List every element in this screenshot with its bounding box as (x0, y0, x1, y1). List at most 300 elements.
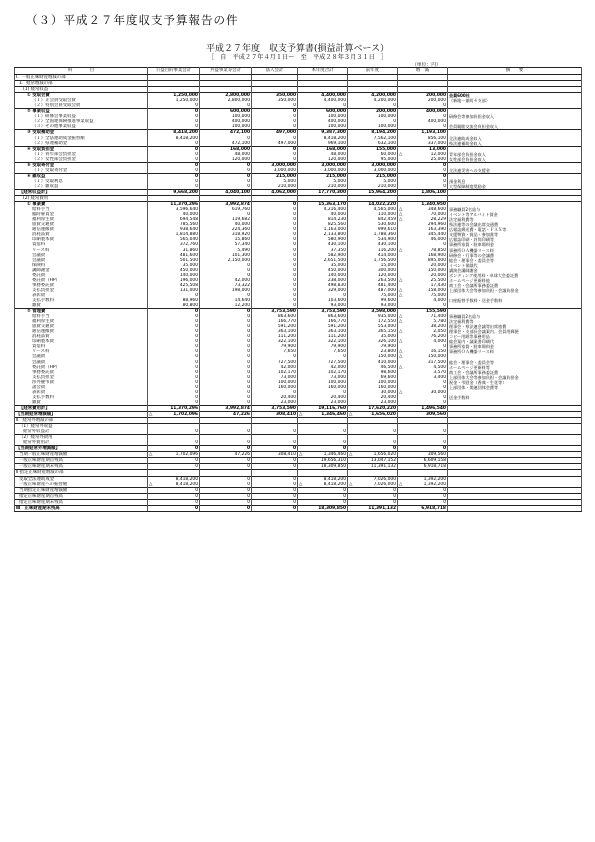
amount-value: 0 (247, 394, 250, 400)
amount-cell (298, 505, 348, 511)
amount-value: 410,000 (377, 359, 396, 365)
amount-value: 0 (247, 429, 250, 435)
amount-value: 0 (293, 282, 296, 288)
amount-value: 0 (195, 394, 198, 400)
amount-value: 0 (293, 297, 296, 303)
amount-value: 591,200 (327, 324, 346, 330)
amount-value: 210,000 (377, 183, 396, 189)
amount-cell (348, 505, 398, 511)
row-label: 表彰費 (15, 390, 148, 395)
amount-value: 309,560 (427, 452, 446, 458)
row-label: 【経常費用計】 (15, 405, 148, 411)
amount-value: 3,000,000 (373, 167, 396, 173)
amount-value: 0 (442, 446, 446, 452)
amount-value: 17,430 (430, 282, 446, 288)
amount-value: 158,000 (427, 287, 446, 293)
amount-value: 863,600 (277, 314, 296, 320)
amount-value: 0 (247, 354, 250, 360)
amount-value: 2,651,500 (323, 257, 346, 263)
amount-value: 1,756,500 (373, 257, 396, 263)
amount-value: 0 (293, 135, 296, 141)
amount-value: 322,100 (277, 339, 296, 345)
amount-value: 4,200,000 (373, 98, 396, 104)
amount-value: 1,496,540 (421, 405, 446, 411)
amount-value: 7,650 (283, 349, 296, 355)
amount-value: 534,900 (377, 237, 396, 243)
amount-value: 0 (195, 319, 198, 325)
amount-value: 99,600 (380, 297, 396, 303)
negative-marker: △ (399, 247, 403, 253)
amount-value: 0 (195, 339, 198, 345)
amount-value: 69,600 (380, 374, 396, 380)
row-label: 印刷製本費 (15, 339, 148, 344)
negative-marker: △ (349, 452, 353, 458)
amount-cell (398, 505, 448, 511)
amount-value: 0 (443, 344, 446, 350)
row-label: 印刷製本費 (15, 237, 148, 242)
amount-value: 160,000 (327, 384, 346, 390)
amount-value: 0 (194, 162, 198, 168)
remarks-cell: ホームページ更新料等 (448, 365, 582, 370)
amount-value: 7,650 (333, 349, 346, 355)
amount-value: 6,609,158 (423, 458, 446, 464)
amount-value: 0 (443, 384, 446, 390)
remarks-cell: イベント保険代 (448, 263, 582, 268)
amount-value: 0 (293, 247, 296, 253)
amount-value: 0 (292, 505, 296, 511)
amount-value: 40,000 (234, 222, 250, 228)
amount-value: 0 (343, 499, 346, 505)
remarks-cell: 大型保障制度奨励金 (448, 184, 582, 190)
amount-value: 0 (195, 151, 198, 157)
amount-value: 47,226 (233, 412, 250, 417)
amount-value: 100,000 (377, 114, 396, 120)
row-label: 会議費 (15, 360, 148, 365)
amount-value: 363,100 (327, 329, 346, 335)
amount-value: 317,500 (427, 359, 446, 365)
negative-marker: △ (349, 412, 353, 417)
amount-value: 425,508 (179, 282, 198, 288)
row-label: 一般正味財産への振替額 (15, 482, 148, 488)
amount-value: 0 (195, 292, 198, 298)
row-label: ④ 受取負担金 (15, 146, 148, 152)
amount-value: 0 (195, 399, 198, 405)
amount-value: 3,000,000 (323, 167, 346, 173)
amount-value: 0 (343, 389, 346, 395)
amount-value: 103,600 (327, 297, 346, 303)
amount-value: 497,000 (277, 140, 296, 146)
amount-value: 0 (247, 262, 250, 268)
amount-value: 372,760 (179, 242, 198, 248)
row-label: （２）全国連保険推進事業収益 (15, 119, 148, 124)
negative-marker: △ (399, 339, 403, 345)
amount-value: 198,000 (231, 287, 250, 293)
amount-value: 11,370,296 (170, 405, 198, 411)
row-label: （１）正会員受取会費 (15, 98, 148, 103)
amount-value: 3,992,874 (225, 202, 250, 208)
amount-value: 15,860 (234, 237, 250, 243)
amount-value: 472,100 (231, 140, 250, 146)
remarks-cell: 研修会・行事等の会議費 (448, 253, 582, 258)
row-label: 【経常収益計】 (15, 189, 148, 195)
amount-value: 80,800 (182, 303, 198, 309)
amount-value: 969,100 (327, 140, 346, 146)
amount-value: 553,000 (377, 324, 396, 330)
amount-value: 0 (195, 384, 198, 390)
amount-value: 0 (443, 399, 446, 405)
amount-value: 318,920 (231, 232, 250, 238)
amount-value: 450,000 (327, 267, 346, 273)
row-label: 表彰費 (15, 293, 148, 298)
amount-value: 9,387,300 (321, 130, 346, 136)
amount-value: 0 (247, 364, 250, 370)
row-label: 会議費 (15, 253, 148, 258)
amount-value: 5,000 (283, 178, 296, 184)
amount-value: 0 (293, 458, 296, 464)
row-label: 会議費 (15, 258, 148, 263)
amount-value: 0 (343, 493, 346, 499)
period-range: ［ 自 平成２７年４月１日～ 至 平成２８年３月３１日 ］ (207, 54, 388, 61)
row-label: 支払手数料 (15, 298, 148, 303)
amount-value: 0 (195, 440, 198, 446)
row-label: 【当期経常外増減額】 (15, 446, 148, 452)
amount-value: 1,392,200 (423, 481, 446, 487)
amount-value: 150,000 (427, 267, 446, 273)
remarks-cell: 講演会講師謝金 (448, 268, 582, 273)
amount-value: 0 (194, 309, 198, 315)
row-label: Ⅱ．経常外増減の部 (15, 418, 148, 424)
remarks-cell: 青年部会負担金収入 (448, 152, 582, 157)
remarks-cell: 女性部会負担金収入 (448, 157, 582, 163)
amount-value: 0 (393, 103, 396, 109)
amount-value: 0 (293, 440, 296, 446)
amount-value: 0 (194, 173, 198, 179)
amount-value: 0 (442, 173, 446, 179)
amount-value: 88,960 (182, 297, 198, 303)
amount-value: 481,600 (179, 252, 198, 258)
amount-value: 0 (195, 140, 198, 146)
remarks-cell: 会員600社 (448, 93, 582, 99)
amount-value: 1,346,460 (321, 412, 346, 417)
amount-value: 0 (195, 379, 198, 385)
amount-value: 100,000 (377, 124, 396, 130)
amount-value: 168,000 (326, 146, 346, 152)
amount-value: 23,000 (280, 399, 296, 405)
remarks-cell: 理事会・県法連会議等出席旅費 (448, 324, 582, 329)
amount-value: 0 (195, 183, 198, 189)
amount-value: 9,668,200 (173, 189, 198, 195)
amount-value: 15,000 (380, 262, 396, 268)
amount-value: 11,391,132 (370, 464, 396, 470)
remarks-cell: 事務所家賃・駐車場料金 (448, 344, 582, 349)
amount-value: 300,000 (377, 267, 396, 273)
amount-value: 8,418,200 (175, 135, 198, 141)
amount-value: 727,500 (277, 359, 296, 365)
negative-marker: △ (399, 481, 403, 487)
amount-value: 3,000,000 (371, 162, 396, 168)
amount-value: 472,100 (230, 130, 250, 136)
amount-value: 0 (246, 309, 250, 315)
row-label: (2) 経常費用 (15, 196, 148, 202)
amount-value: 0 (194, 446, 198, 452)
remarks-cell: 事務職員2名給与 (448, 314, 582, 319)
amount-value: 5,490 (237, 247, 250, 253)
amount-value: 0 (247, 183, 250, 189)
row-label: 給料手当 (15, 314, 148, 319)
amount-value: 0 (195, 124, 198, 130)
amount-value: 4,216,400 (323, 207, 346, 213)
amount-value: 168,900 (427, 252, 446, 258)
amount-value: 0 (247, 178, 250, 184)
amount-value: 4,400,000 (321, 93, 346, 99)
header-cell-mutual: 共益事業等会計 (200, 68, 252, 75)
amount-value: 0 (195, 389, 198, 395)
amount-value: 0 (293, 151, 296, 157)
amount-value: 0 (247, 379, 250, 385)
amount-value: 0 (247, 344, 250, 350)
row-label: Ⅰ．一般正味財産増減の部 (15, 75, 148, 81)
amount-value: 0 (247, 464, 250, 470)
row-label: リース料 (15, 349, 148, 354)
amount-value: 5,000 (333, 178, 346, 184)
amount-value: 48,000 (234, 151, 250, 157)
amount-value: 0 (293, 303, 296, 309)
amount-value: 0 (247, 458, 250, 464)
amount-value: 350,000 (276, 93, 296, 99)
amount-value: 111,200 (327, 334, 346, 340)
amount-value: 12,200 (234, 303, 250, 309)
amount-value: 4,500 (433, 364, 446, 370)
amount-value: 2,150,000 (227, 257, 250, 263)
amount-value: 294,960 (427, 222, 446, 228)
amount-cell (148, 505, 200, 511)
negative-marker: △ (149, 481, 153, 487)
row-label: ⑤ 受取寄付金 (15, 162, 148, 168)
remarks-cell: ホームページ更新料他 (448, 278, 582, 283)
remarks-cell: 事務職員2名給与 (448, 207, 582, 212)
amount-value: 0 (246, 505, 250, 511)
amount-value: 23,000 (330, 399, 346, 405)
amount-value: 501,500 (179, 257, 198, 263)
amount-value: 0 (195, 114, 198, 120)
amount-value: 11,370,296 (170, 202, 198, 208)
amount-value: 0 (247, 487, 250, 493)
amount-value: 210,000 (277, 183, 296, 189)
negative-marker: △ (399, 319, 403, 325)
amount-value: 8,418,200 (323, 476, 346, 482)
negative-marker: △ (399, 287, 403, 293)
amount-value: 3,992,874 (225, 405, 250, 411)
amount-value: 0 (247, 329, 250, 335)
amount-value: 632,100 (377, 140, 396, 146)
amount-value: 0 (443, 178, 446, 184)
amount-value: 0 (246, 162, 250, 168)
amount-value: 14,022,220 (368, 202, 396, 208)
remarks-cell: 事務所ＯＡ機器リース料 (448, 248, 582, 253)
row-label: （２）雑収益 (15, 184, 148, 190)
header-cell-subject: 科 目 (15, 68, 148, 75)
row-label: （２）女性部会負担金 (15, 157, 148, 163)
row-label: （１）研修会事業収益 (15, 114, 148, 119)
amount-value: 0 (195, 493, 198, 499)
amount-value: 1,193,100 (421, 130, 446, 136)
amount-value: 0 (195, 324, 198, 330)
remarks-cell: 広報誌郵送費・電話・ＦＡＸ等 (448, 227, 582, 232)
amount-value: 2,050 (433, 329, 446, 335)
amount-value: 1,656,020 (373, 452, 396, 458)
amount-value: 78,850 (430, 247, 446, 253)
amount-value: 0 (195, 487, 198, 493)
amount-value: 414,000 (377, 252, 396, 258)
amount-value: 3,753,590 (271, 309, 296, 315)
amount-value: 18,309,850 (320, 464, 346, 470)
amount-value: 0 (195, 334, 198, 340)
amount-value: 322,100 (327, 339, 346, 345)
amount-value: 46,500 (380, 364, 396, 370)
amount-value: 210,000 (327, 183, 346, 189)
row-label: 通信運搬費 (15, 329, 148, 334)
amount-value: 111,200 (277, 334, 296, 340)
amount-value: 37,350 (330, 247, 346, 253)
amount-value: 0 (293, 242, 296, 248)
amount-value: 863,600 (327, 314, 346, 320)
amount-value: 0 (393, 429, 396, 435)
amount-value: 0 (293, 292, 296, 298)
amount-value: 0 (247, 267, 250, 273)
amount-value: 0 (293, 207, 296, 213)
amount-value: 110,000 (377, 212, 396, 218)
remarks-cell: 支援物資・賞品・参加賞等 (448, 232, 582, 237)
remarks-cell: 研修会等参加負担金収入 (448, 114, 582, 119)
amount-value: 0 (247, 319, 250, 325)
row-label: ① 受取会費 (15, 93, 148, 99)
remarks-cell: 上部団体・関連団体会費等 (448, 385, 582, 390)
remarks-cell: 全法連助成金収入 (448, 136, 582, 141)
row-label: 臨時雇賃金 (15, 212, 148, 217)
amount-value: 0 (247, 349, 250, 355)
row-label: ① 事業費 (15, 202, 148, 208)
amount-value: 102,170 (327, 369, 346, 375)
amount-value: 163,390 (427, 227, 446, 233)
amount-value: 0 (195, 374, 198, 380)
amount-value: 100,000 (231, 124, 250, 130)
amount-value: 40,000 (182, 212, 198, 218)
amount-value: 215,000 (326, 173, 346, 179)
amount-value: 856,100 (427, 135, 446, 141)
amount-value: 3,596,640 (175, 207, 198, 213)
amount-value: 0 (293, 156, 296, 162)
amount-value: 4,200,000 (371, 93, 396, 99)
amount-value: 3,753,590 (271, 405, 296, 411)
amount-value: 825,560 (327, 222, 346, 228)
amount-value: 4,000 (433, 339, 446, 345)
amount-value: 20,000 (430, 262, 446, 268)
row-label: 賃借料 (15, 242, 148, 247)
amount-value: 11,391,132 (368, 505, 396, 511)
amount-value: 98,600 (380, 369, 396, 375)
negative-marker: △ (399, 364, 403, 370)
amount-value: 0 (443, 499, 446, 505)
amount-value: 785,560 (179, 222, 198, 228)
amount-value: 0 (293, 277, 296, 283)
remarks-cell: 広報誌印刷・封筒印刷等 (448, 237, 582, 242)
amount-value: 591,200 (277, 324, 296, 330)
row-label: 支払手数料 (15, 395, 148, 400)
amount-value: 727,500 (327, 359, 346, 365)
row-label: 当期一般正味財産増減額 (15, 452, 148, 458)
remarks-cell: 総会・理事会・委員会等 (448, 258, 582, 263)
amount-value: 0 (195, 369, 198, 375)
amount-value: 3,000,000 (271, 162, 296, 168)
amount-value: 935,000 (377, 314, 396, 320)
amount-value: 17,770,300 (318, 189, 346, 195)
row-label: (1) 経常収益 (15, 87, 148, 93)
remarks-cell: 預金利息 (448, 179, 582, 184)
row-label: ③ 受取補助金 (15, 130, 148, 136)
amount-value: 0 (393, 487, 396, 493)
amount-value: 79,900 (380, 344, 396, 350)
amount-value: 120,000 (327, 156, 346, 162)
amount-value: 4,062,000 (271, 189, 296, 195)
statement-title: 平成２７年度 収支予算書(損益計算ベース） (205, 44, 390, 54)
amount-value: 13,000 (429, 146, 446, 152)
amount-value: 35,000 (182, 262, 198, 268)
amount-value: 8,418,200 (173, 130, 198, 136)
row-label: （1）経常外収益 (15, 424, 148, 430)
amount-value: 694,548 (179, 217, 198, 223)
amount-value: 0 (195, 314, 198, 320)
header-cell-total: 本年度合計 (298, 68, 348, 75)
amount-value: 0 (195, 119, 198, 125)
row-label: 支払負担金 (15, 288, 148, 293)
amount-value: 75,000 (380, 292, 396, 298)
amount-value: 0 (443, 183, 446, 189)
amount-value: 0 (195, 349, 198, 355)
amount-value: 79,900 (280, 344, 296, 350)
amount-value: 0 (247, 135, 250, 141)
negative-marker: △ (399, 151, 403, 157)
amount-value: 238,000 (327, 277, 346, 283)
amount-value: 0 (343, 292, 346, 298)
amount-value: 48,000 (330, 151, 346, 157)
amount-value: 75,000 (430, 292, 446, 298)
amount-value: 160,000 (377, 384, 396, 390)
row-label: 消耗品費 (15, 232, 148, 237)
amount-value: 400,000 (327, 119, 346, 125)
amount-value: 42,000 (330, 364, 346, 370)
amount-value: 0 (443, 167, 446, 173)
negative-marker: △ (299, 412, 303, 417)
amount-value: 0 (293, 114, 296, 120)
remarks-cell: 県法連等の会議出席交通費 (448, 222, 582, 227)
row-label: 一般正味財産期末残高 (15, 464, 148, 470)
amount-value: 0 (393, 499, 396, 505)
amount-value: 0 (247, 493, 250, 499)
amount-value: 0 (293, 487, 296, 493)
amount-value: 71,400 (430, 314, 446, 320)
table-body (15, 75, 582, 512)
amount-value: 0 (247, 499, 250, 505)
amount-value: 0 (293, 212, 296, 218)
amount-value: 140,000 (327, 272, 346, 278)
amount-value: 263,500 (377, 277, 396, 283)
amount-value: 0 (195, 499, 198, 505)
remarks-cell: イベント等アルバイト賃金 (448, 212, 582, 217)
table-header-row (15, 68, 582, 75)
amount-value: 155,000 (376, 146, 396, 152)
amount-value: 0 (293, 222, 296, 228)
amount-value: 0 (293, 217, 296, 223)
